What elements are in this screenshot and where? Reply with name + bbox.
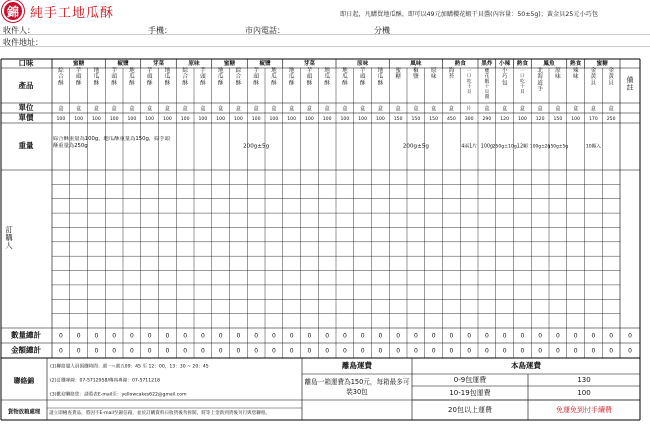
shipping-label: 貨物放箱處理 [7,409,41,416]
price-cell: 100 [358,117,368,122]
product-name: 櫻花蝦干貝醬 [484,69,490,100]
qty-total-cell: 0 [342,332,347,340]
product-name: 芋頭酥 [111,68,117,87]
unit-cell: 盒 [519,106,525,112]
amount-total-cell: 0 [467,347,472,355]
contact-label: 聯絡錦 [13,377,35,385]
qty-total-cell: 0 [147,332,152,340]
product-name: 地瓜酥 [271,68,277,87]
price-cell: 100 [198,117,208,122]
qty-total-cell: 0 [218,332,223,340]
group-label: 原味 [357,61,369,67]
ship-fee-0: 130 [577,376,591,384]
group-label: 椒鹽 [259,61,271,67]
group-label: 蜜糖 [73,61,85,67]
row-label-orderer: 訂購人 [5,225,13,251]
group-label: 熟食 [516,61,528,67]
product-name: 海苔 [448,68,455,81]
group-label: 鳳魚 [543,61,555,67]
weight-note-g: 12顆 [516,144,528,150]
price-cell: 100 [517,117,527,122]
price-cell: 100 [571,117,581,122]
price-cell: 120 [500,117,510,122]
price-cell: 100 [216,117,226,122]
weight-note-i: 150g±5g [547,144,569,150]
price-cell: 100 [233,117,243,122]
amount-total-cell: 0 [94,347,99,355]
brand-title: 純手工地瓜酥 [30,5,115,21]
product-name: 小巧包 [501,68,508,87]
amount-total-cell: 0 [449,347,454,355]
qty-total-cell: 0 [165,332,170,340]
amount-total-cell: 0 [520,347,525,355]
amount-total-cell: 0 [129,347,134,355]
price-cell: 100 [180,117,190,122]
ship-fee-1: 100 [577,389,591,397]
row-label-amount-total: 金額總計 [11,345,41,355]
qty-total-cell: 0 [289,332,294,340]
price-cell: 100 [287,117,297,122]
product-name: 金黃貝 [608,68,614,87]
price-cell: 100 [109,117,119,122]
amount-total-cell: 0 [396,347,401,355]
qty-total-cell: 0 [325,332,330,340]
unit-cell: 盒 [306,106,312,112]
unit-cell: 盒 [342,106,348,112]
product-name: 芋頭酥 [146,68,153,87]
unit-cell: 盒 [164,106,170,112]
qty-total-cell: 0 [484,332,489,340]
amount-total-cell: 0 [165,347,170,355]
qty-total-cell: 0 [360,332,365,340]
qty-total-cell: 0 [271,332,276,340]
price-cell: 100 [251,117,261,122]
unit-cell: 盒 [413,106,419,112]
row-label-flavor: 口味 [18,58,34,68]
amount-total-cell: 0 [573,347,578,355]
amount-total-cell: 0 [112,347,117,355]
qty-total-cell: 0 [76,332,81,340]
unit-cell: 盒 [129,106,135,112]
unit-cell: 盒 [93,106,99,112]
price-cell: 100 [74,117,84,122]
amount-total-cell: 0 [555,347,560,355]
unit-cell: 盒 [590,106,596,112]
address-label[interactable]: 收件地址： [3,38,43,47]
unit-cell: 片 [466,106,472,112]
amount-total-cell: 0 [236,347,241,355]
unit-cell: 盒 [324,106,330,112]
weight-note-b: 200g±5g [243,143,270,150]
unit-cell: 盒 [555,106,561,112]
product-name: 原味 [555,68,561,81]
group-label: 風味 [410,61,422,67]
qty-total-cell: 0 [467,332,472,340]
weight-note-h: 100g±2g [529,144,551,150]
amount-total-cell: 0 [538,347,543,355]
qty-total-cell: 0 [396,332,401,340]
price-cell: 300 [464,117,474,122]
price-cell: 150 [429,117,439,122]
ship-fee-2: 免運免到付手續費 [556,406,612,414]
shipping-text: 請立即檢查貨品，將因不E-mail至錦信箱，並於訂購資料日收貨後勿拆開，將等上金新到貨後另行與您聯絡。 [49,411,271,416]
price-cell: 290 [482,117,492,122]
row-label-price: 單價 [18,113,34,122]
weight-note-d: 4兩1片 [461,144,477,150]
unit-cell: 盒 [537,106,543,112]
product-name: 地瓜酥 [93,68,100,87]
group-label: 熟食 [570,61,582,67]
unit-cell: 盒 [360,106,366,112]
qty-total-cell: 0 [183,332,188,340]
weight-note-c: 200g±5g [402,143,429,150]
qty-total-cell: 0 [591,332,596,340]
ship-range-2: 20包以上運費 [448,406,492,414]
amount-total-cell: 0 [271,347,276,355]
amount-total-cell: 0 [76,347,81,355]
group-label: 熟食 [454,61,466,67]
amount-total-cell: 0 [147,347,152,355]
ship-range-0: 0-9包運費 [453,376,487,384]
row-label-weight: 重量 [18,141,34,150]
row-label-qty-total: 數量總計 [11,330,41,340]
price-cell: 150 [553,117,563,122]
qty-total-cell: 0 [449,332,454,340]
unit-cell: 盒 [431,106,437,112]
unit-cell: 盒 [271,106,277,112]
price-cell: 170 [588,117,598,122]
amount-total-remark: 0 [628,347,632,355]
product-name: 芋頭酥 [200,68,206,87]
product-name: 地瓜酥 [377,68,384,87]
group-label: 蜜糖 [223,61,236,67]
amount-total-cell: 0 [591,347,596,355]
qty-total-cell: 0 [129,332,134,340]
product-name: 芋頭酥 [253,68,259,87]
product-name: 地瓜酥 [342,68,348,87]
qty-total-cell: 0 [609,332,614,340]
product-name: 地瓜酥 [129,68,135,87]
product-name: 地瓜酥 [288,68,295,87]
row-label-unit: 單位 [18,103,34,112]
amount-total-cell: 0 [289,347,294,355]
product-name: 芋頭酥 [75,68,82,87]
product-name: 一口吃干貝 [520,69,525,95]
qty-total-cell: 0 [502,332,507,340]
unit-cell: 盒 [289,106,295,112]
qty-total-cell: 0 [58,332,63,340]
qty-total-cell: 0 [431,332,436,340]
price-cell: 100 [375,117,385,122]
price-cell: 100 [56,117,66,122]
recipient-label[interactable]: 收件人： [3,26,35,35]
qty-total-cell: 0 [555,332,560,340]
ship-range-1: 10-19包運費 [449,389,491,397]
product-name: 金黃貝 [590,68,597,87]
product-name: 辣味 [572,68,579,81]
amount-total-cell: 0 [378,347,383,355]
qty-total-cell: 0 [573,332,578,340]
weight-note-j: 10顆入 [585,144,601,150]
unit-cell: 盒 [377,106,383,112]
unit-cell: 盒 [76,106,82,112]
price-cell: 450 [446,117,456,122]
unit-cell: 盒 [218,106,224,112]
price-cell: 100 [322,117,332,122]
row-label-product: 產品 [18,81,34,90]
group-label: 黑炸 [481,61,493,67]
unit-cell: 盒 [395,106,401,112]
product-name: 芋頭酥 [306,68,313,87]
price-cell: 250 [606,117,616,122]
product-name: 椒鹽 [413,68,419,81]
unit-cell: 盒 [235,106,241,112]
product-name: 地瓜酥 [324,68,330,87]
product-name: 一口吃干貝 [466,69,472,95]
product-name: 地瓜酥 [164,68,171,87]
product-name: 原味 [430,68,437,81]
unit-cell: 盒 [58,106,64,112]
qty-total-cell: 0 [236,332,241,340]
contact-line: (2)訂購專線：07-5712958/傳真專線：07-5711218 [50,378,160,384]
weight-note-a: 綜合酥重量為100g，地瓜酥重量為150g，綜芋頭酥重量為250g [53,136,170,149]
amount-total-cell: 0 [183,347,188,355]
promo-notice: 即日起，凡購買地瓜酥，即可以49元加購櫻花蝦干貝醬(內容量：50±5g)；黃金貝25元小巧包 [340,11,599,18]
group-label: 芽菜 [303,61,315,67]
unit-cell: 盒 [111,106,117,112]
outer-island-title: 離島運費 [342,361,372,370]
phone-label[interactable]: 手機： [148,26,172,35]
product-name: 地瓜酥 [217,68,224,87]
amount-total-cell: 0 [342,347,347,355]
price-cell: 100 [269,117,279,122]
qty-total-cell: 0 [307,332,312,340]
price-cell: 120 [535,117,545,122]
amount-total-cell: 0 [307,347,312,355]
unit-cell: 盒 [182,106,188,112]
contact-line: (3)歡迎聯絡您：請將表E-mail至：yellowcakes622@gmail.com [50,392,187,398]
amount-total-cell: 0 [431,347,436,355]
amount-total-cell: 0 [254,347,259,355]
unit-cell: 盒 [484,106,490,112]
qty-total-cell: 0 [112,332,117,340]
amount-total-cell: 0 [360,347,365,355]
price-cell: 100 [304,117,314,122]
qty-total-cell: 0 [254,332,259,340]
unit-cell: 盒 [573,106,579,112]
main-island-title: 本島運費 [511,361,541,370]
price-cell: 100 [145,117,155,122]
landline-label[interactable]: 市內電話： [245,26,285,35]
product-name: 蜜糖 [395,68,401,81]
amount-total-cell: 0 [200,347,205,355]
product-name: 芋頭酥 [359,68,366,87]
qty-total-cell: 0 [94,332,99,340]
qty-total-cell: 0 [538,332,543,340]
qty-total-cell: 0 [200,332,205,340]
price-cell: 100 [91,117,101,122]
group-label: 椒鹽 [117,61,129,67]
qty-total-cell: 0 [520,332,525,340]
group-label: 蜜糖 [596,61,608,67]
contact-line: (1)聯絡服人員預購時間：週一~週五09：45 至 12：00，13：30 ~ 20：45 [50,364,209,370]
product-name: 綜合酥 [235,68,242,87]
qty-total-remark: 0 [628,332,632,340]
outer-island-text: 離島一箱運費為150元，每箱最多可裝30包 [304,378,410,396]
group-label: 原味 [188,61,200,67]
amount-total-cell: 0 [413,347,418,355]
logo-char: 錦 [6,4,19,19]
unit-cell: 盒 [253,106,259,112]
qty-total-cell: 0 [378,332,383,340]
unit-cell: 盒 [448,106,454,112]
price-cell: 100 [127,117,137,122]
group-label: 小辣 [499,61,511,67]
amount-total-cell: 0 [218,347,223,355]
price-cell: 150 [393,117,403,122]
group-label: 芽菜 [152,61,165,67]
amount-total-cell: 0 [58,347,63,355]
price-cell: 150 [411,117,421,122]
price-cell: 100 [340,117,350,122]
product-name: 綜合酥 [58,68,64,87]
branch-label[interactable]: 分機 [374,26,390,35]
unit-cell: 盒 [502,106,508,112]
amount-total-cell: 0 [325,347,330,355]
weight-note-e: 100g [480,144,493,150]
qty-total-cell: 0 [413,332,418,340]
unit-cell: 盒 [200,106,206,112]
amount-total-cell: 0 [502,347,507,355]
amount-total-cell: 0 [484,347,489,355]
amount-total-cell: 0 [609,347,614,355]
weight-note-f: 250g±10g [492,144,517,150]
unit-cell: 盒 [608,106,614,112]
price-cell: 100 [162,117,172,122]
product-name: 綜合酥 [182,68,188,87]
remark-label: 備註 [626,76,634,92]
unit-cell: 盒 [147,106,153,112]
product-name: 北海道手 [537,68,543,93]
